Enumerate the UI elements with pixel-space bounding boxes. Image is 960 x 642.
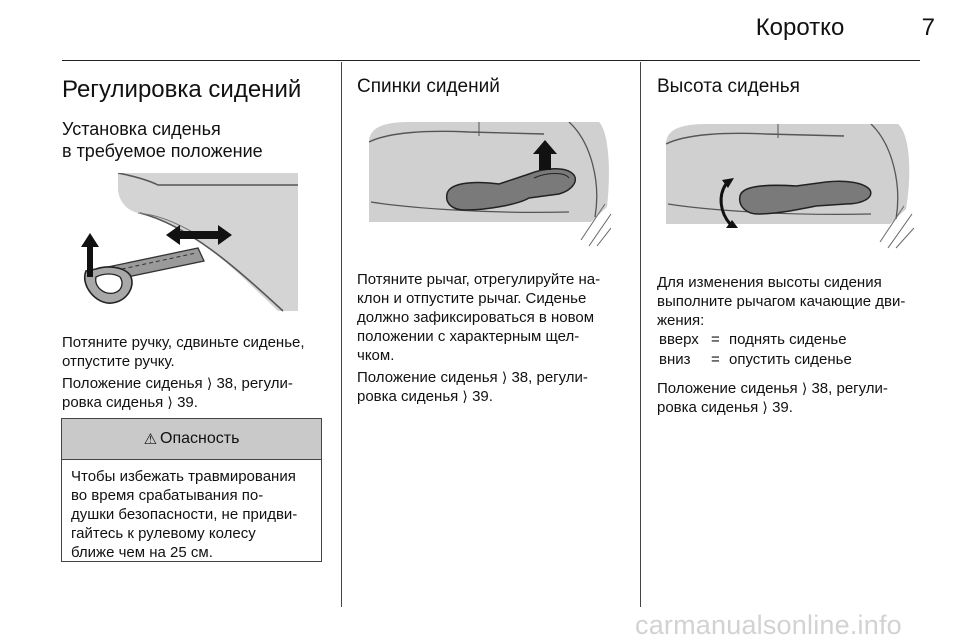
definition-desc: поднять сиденье bbox=[729, 331, 847, 348]
instruction-line: клон и отпустите рычаг. Сиденье bbox=[357, 290, 587, 307]
section-title: Регулировка сидений bbox=[62, 76, 302, 103]
left-reference bbox=[62, 374, 293, 412]
ref-text: Положение сиденья bbox=[357, 369, 498, 386]
subsection-title-line2: в требуемое положение bbox=[62, 141, 263, 161]
watermark: carmanualsonline.info bbox=[635, 610, 902, 640]
warning-text bbox=[62, 460, 321, 562]
page-header-title: Коротко bbox=[755, 14, 845, 41]
page-number: 7 bbox=[921, 14, 935, 41]
instruction-line: Для изменения высоты сидения bbox=[657, 274, 882, 291]
ref-text: 39. bbox=[472, 388, 493, 405]
left-instruction-line2: отпустите ручку. bbox=[62, 353, 175, 370]
ref-text: ровка сиденья bbox=[657, 399, 759, 416]
seat-height-instruction bbox=[657, 273, 905, 330]
definition-equals: = bbox=[711, 331, 720, 348]
reference-arrow-icon: ⟩ bbox=[167, 394, 173, 410]
ref-text: 39. bbox=[177, 394, 198, 411]
warning-box bbox=[61, 418, 322, 562]
warning-header bbox=[62, 419, 321, 460]
ref-text: 38, регули- bbox=[216, 375, 293, 392]
definition-row bbox=[659, 330, 919, 350]
reference-arrow-icon: ⟩ bbox=[801, 380, 808, 396]
instruction-line: положении с характерным щел- bbox=[357, 328, 580, 345]
backrest-instruction bbox=[357, 270, 600, 365]
reference-arrow-icon: ⟩ bbox=[501, 369, 508, 385]
instruction-line: должно зафиксироваться в новом bbox=[357, 309, 595, 326]
ref-text: 38, регули- bbox=[811, 380, 888, 397]
header-rule bbox=[62, 60, 920, 61]
ref-text: ровка сиденья bbox=[357, 388, 459, 405]
instruction-line: жения: bbox=[657, 312, 705, 329]
seat-height-reference bbox=[657, 379, 888, 417]
left-instruction bbox=[62, 333, 305, 371]
warning-line: душки безопасности, не придви- bbox=[71, 506, 298, 523]
warning-line: гайтесь к рулевому колесу bbox=[71, 525, 256, 542]
reference-arrow-icon: ⟩ bbox=[462, 388, 468, 404]
subsection-title bbox=[62, 118, 263, 162]
definition-term: вниз bbox=[659, 351, 691, 368]
warning-title: Опасность bbox=[160, 430, 240, 447]
reference-arrow-icon: ⟩ bbox=[206, 375, 213, 391]
reference-arrow-icon: ⟩ bbox=[762, 399, 768, 415]
ref-text: ровка сиденья bbox=[62, 394, 164, 411]
left-instruction-line1: Потяните ручку, сдвиньте сиденье, bbox=[62, 334, 305, 351]
instruction-line: Потяните рычаг, отрегулируйте на- bbox=[357, 271, 601, 288]
column-divider-1 bbox=[341, 62, 342, 607]
ref-text: Положение сиденья bbox=[657, 380, 798, 397]
ref-text: Положение сиденья bbox=[62, 375, 203, 392]
instruction-line: чком. bbox=[357, 347, 395, 364]
seat-slide-illustration bbox=[78, 173, 298, 313]
column-divider-2 bbox=[640, 62, 641, 607]
definition-desc: опустить сиденье bbox=[729, 351, 852, 368]
warning-triangle-icon: ⚠ bbox=[143, 431, 158, 448]
definition-list bbox=[659, 330, 919, 370]
ref-text: 38, регули- bbox=[511, 369, 588, 386]
seat-height-heading: Высота сиденья bbox=[657, 76, 800, 97]
definition-row bbox=[659, 350, 919, 370]
seat-height-illustration bbox=[666, 124, 914, 250]
definition-term: вверх bbox=[659, 331, 699, 348]
backrest-lever-illustration bbox=[369, 122, 611, 248]
ref-text: 39. bbox=[772, 399, 793, 416]
backrest-heading: Спинки сидений bbox=[357, 76, 500, 97]
instruction-line: выполните рычагом качающие дви- bbox=[657, 293, 906, 310]
backrest-reference bbox=[357, 368, 588, 406]
warning-line: Чтобы избежать травмирования bbox=[71, 468, 296, 485]
definition-equals: = bbox=[711, 351, 720, 368]
warning-line: ближе чем на 25 см. bbox=[71, 544, 213, 561]
warning-line: во время срабатывания по- bbox=[71, 487, 264, 504]
subsection-title-line1: Установка сиденья bbox=[62, 119, 221, 139]
